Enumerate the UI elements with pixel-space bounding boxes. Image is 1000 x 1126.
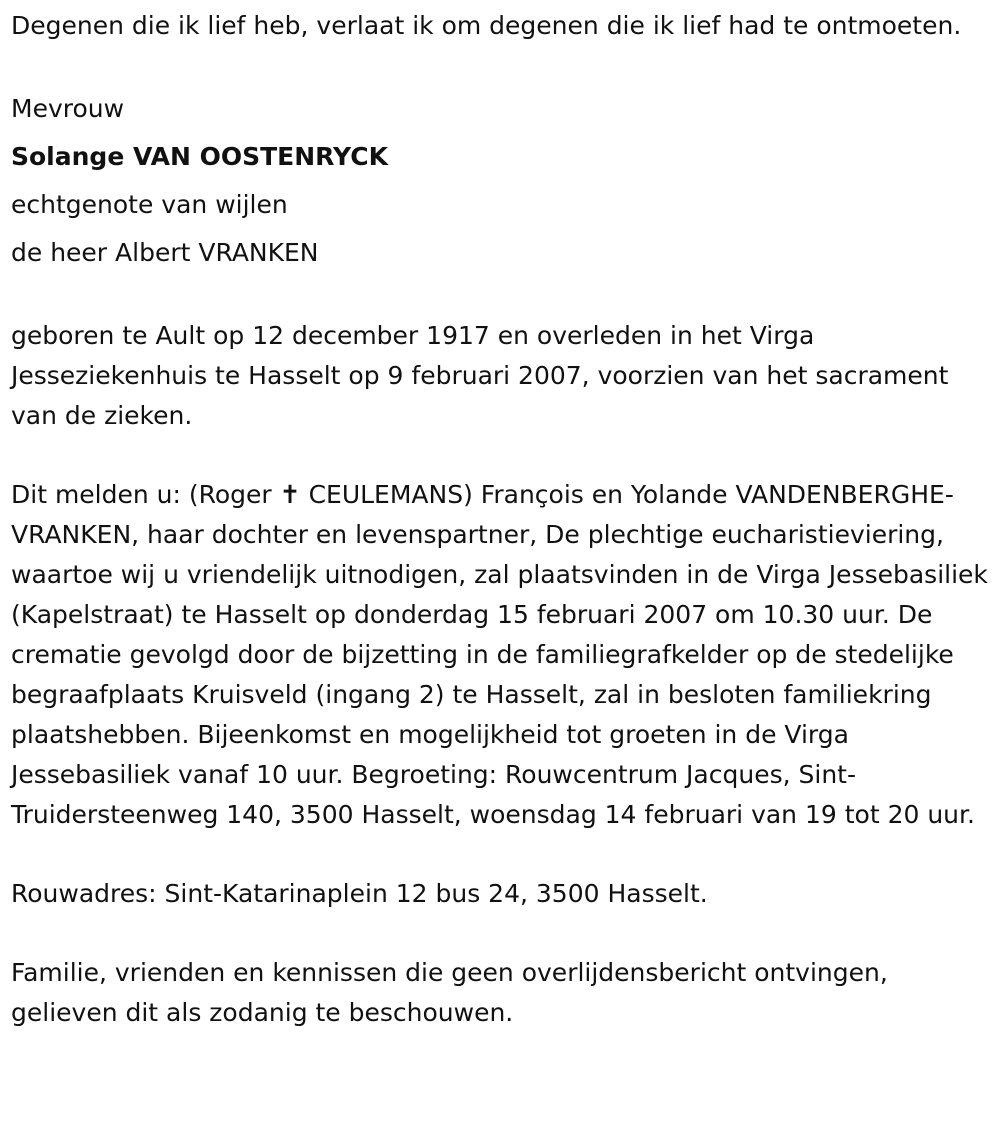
announcement-text: CEULEMANS) François en Yolande VANDENBERGHE-VRANKEN, haar dochter en levenspartner, De plechtige eucharistieviering, waartoe wij u vriendelijk uitnodigen, zal plaatsvinden in de Virga Jessebasiliek (Kapelstraat) te Hasselt op donderdag 15 februari 2007 om 10.30 uur. De crematie gevolgd door de bijzetting in de familiegrafkelder op de stedelijke begraafplaats Kruisveld (ingang 2) te Hasselt, zal in besloten familiekring plaatshebben. Bijeenkomst en mogelijkheid tot groeten in de Virga Jessebasiliek vanaf 10 uur. Begroeting: Rouwcentrum Jacques, Sint-Truidersteenweg 140, 3500 Hasselt, woensdag 14 februari van 19 tot 20 uur. — [11, 480, 988, 829]
opening-quote: Degenen die ik lief heb, verlaat ik om degenen die ik lief had te ontmoeten. — [11, 11, 962, 40]
obituary-document — [11, 6, 991, 1033]
honorific-title: Mevrouw — [11, 94, 125, 123]
closing-paragraph: Familie, vrienden en kennissen die geen overlijdensbericht ontvingen, gelieven dit als zodanig te beschouwen. — [11, 958, 888, 1027]
deceased-name: Solange VAN OOSTENRYCK — [11, 142, 388, 171]
announcement-paragraph — [11, 475, 991, 835]
mourning-address: Rouwadres: Sint-Katarinaplein 12 bus 24, 3500 Hasselt. — [11, 879, 708, 908]
birth-death-paragraph: geboren te Ault op 12 december 1917 en overleden in het Virga Jesseziekenhuis te Hasselt op 9 februari 2007, voorzien van het sacrament van de zieken. — [11, 321, 949, 430]
name-block — [11, 85, 991, 277]
relation-text: echtgenote van wijlen — [11, 190, 288, 219]
spouse-name: de heer Albert VRANKEN — [11, 238, 319, 267]
announcement-intro: Dit melden u: (Roger — [11, 480, 272, 509]
cross-icon: ✝ — [279, 480, 301, 509]
